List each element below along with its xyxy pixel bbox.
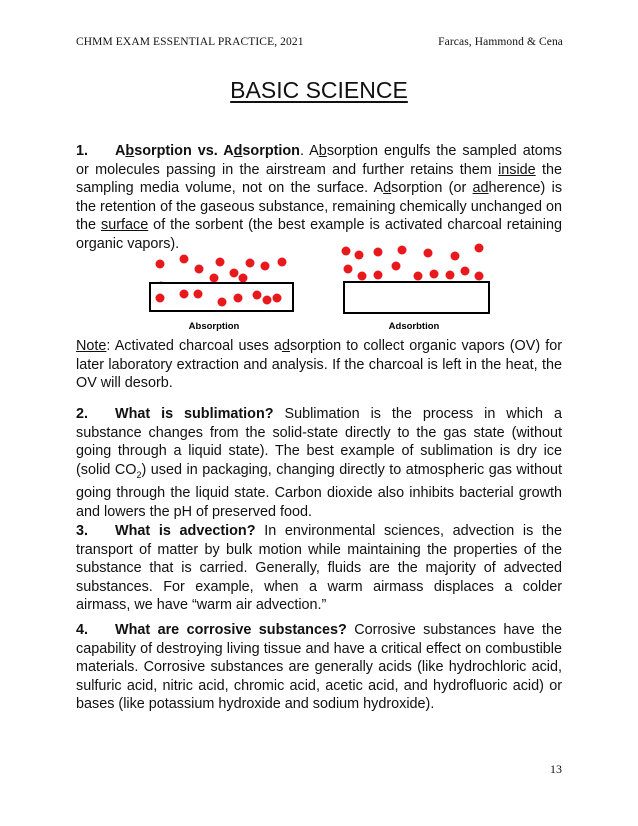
q4-paragraph: 4. What are corrosive substances? Corrosive substances have the capability of destroying living tissue and have a critical effect on combustible materials. Corrosive substances are generally acids (like hydrochloric acid, sulfuric acid, nitric acid, chromic acid, acetic acid, and hydrofluoric acid) or bases (like potassium hydroxide and sodium hydroxide). xyxy=(76,622,562,713)
absorption-sorbent-box xyxy=(150,283,293,311)
note-paragraph: Note: Activated charcoal uses adsorption to collect organic vapors (OV) for later laboratory extraction and analysis. If the charcoal is left in the heat, the OV will desorb. xyxy=(76,338,562,392)
particle-dot xyxy=(234,294,243,303)
particle-dot xyxy=(475,272,484,281)
particle-dot xyxy=(180,290,189,299)
particle-dot xyxy=(156,260,165,269)
particle-dot xyxy=(398,246,407,255)
particle-dot xyxy=(278,258,287,267)
particle-dot xyxy=(446,271,455,280)
running-header-authors: Farcas, Hammond & Cena xyxy=(438,36,563,48)
page-number: 13 xyxy=(550,762,562,776)
particle-dot xyxy=(194,290,203,299)
q4-heading: What are corrosive substances? xyxy=(115,622,347,638)
particle-dot xyxy=(218,298,227,307)
q3-paragraph: 3. What is advection? In environmental sciences, advection is the transport of matter by bulk motion while maintaining the properties of the substance that is carried. Generally, fluids are the majority of advected substances. For example, when a warm airmass displaces a colder airmass, we have “warm air advection.” xyxy=(76,523,562,614)
particle-dot xyxy=(180,255,189,264)
particle-dot xyxy=(392,262,401,271)
particle-dot xyxy=(210,274,219,283)
q2-number: 2. xyxy=(76,406,89,422)
particle-dot xyxy=(253,291,262,300)
particle-dot xyxy=(461,267,470,276)
q1-paragraph: 1. Absorption vs. Adsorption. Absorption engulfs the sampled atoms or molecules passing in the airstream and further retains them inside the sampling media volume, not on the surface. Adsorption (or adherence) is the retention of the gaseous substance, remaining chemically unchanged on the surface of the sorbent (the best example is activated charcoal retaining organic vapors). xyxy=(76,143,563,252)
particle-dot xyxy=(430,270,439,279)
note-label: Note xyxy=(76,338,107,354)
adsorption-dots xyxy=(342,244,484,281)
q1-number: 1. xyxy=(76,143,89,159)
particle-dot xyxy=(374,248,383,257)
particle-dot xyxy=(230,269,239,278)
particle-dot xyxy=(414,272,423,281)
particle-dot xyxy=(374,271,383,280)
particle-dot xyxy=(451,252,460,261)
sorption-figure xyxy=(140,242,500,334)
particle-dot xyxy=(424,249,433,258)
particle-dot xyxy=(342,247,351,256)
particle-dot xyxy=(156,294,165,303)
adsorption-sorbent-box xyxy=(344,282,489,313)
q1-heading: Absorption vs. Adsorption xyxy=(115,143,300,159)
particle-dot xyxy=(344,265,353,274)
particle-dot xyxy=(261,262,270,271)
particle-dot xyxy=(239,274,248,283)
particle-dot xyxy=(358,272,367,281)
particle-dot xyxy=(246,259,255,268)
q3-number: 3. xyxy=(76,523,89,539)
particle-dot xyxy=(263,296,272,305)
particle-dot xyxy=(355,251,364,260)
page-title: BASIC SCIENCE xyxy=(230,77,408,103)
particle-dot xyxy=(195,265,204,274)
particle-dot xyxy=(475,244,484,253)
absorption-label: Absorption xyxy=(188,321,240,332)
adsorption-label: Adsorbtion xyxy=(388,321,440,332)
sorption-diagram xyxy=(140,242,500,334)
particle-dot xyxy=(216,258,225,267)
particle-dot xyxy=(273,294,282,303)
q3-heading: What is advection? xyxy=(115,523,256,539)
q2-heading: What is sublimation? xyxy=(115,406,274,422)
q2-paragraph: 2. What is sublimation? Sublimation is the process in which a substance changes from the solid-state directly to the gas state (without going through a liquid state). The best example of sublimation is dry ice (solid $CO_2$) used in packaging, changing directly to atmospheric gas without going through the liquid state. Carbon dioxide also inhibits bacterial growth and lowers the pH of preserved food. xyxy=(76,406,562,520)
q4-number: 4. xyxy=(76,622,89,638)
running-header-title: CHMM EXAM ESSENTIAL PRACTICE, 2021 xyxy=(76,36,304,48)
